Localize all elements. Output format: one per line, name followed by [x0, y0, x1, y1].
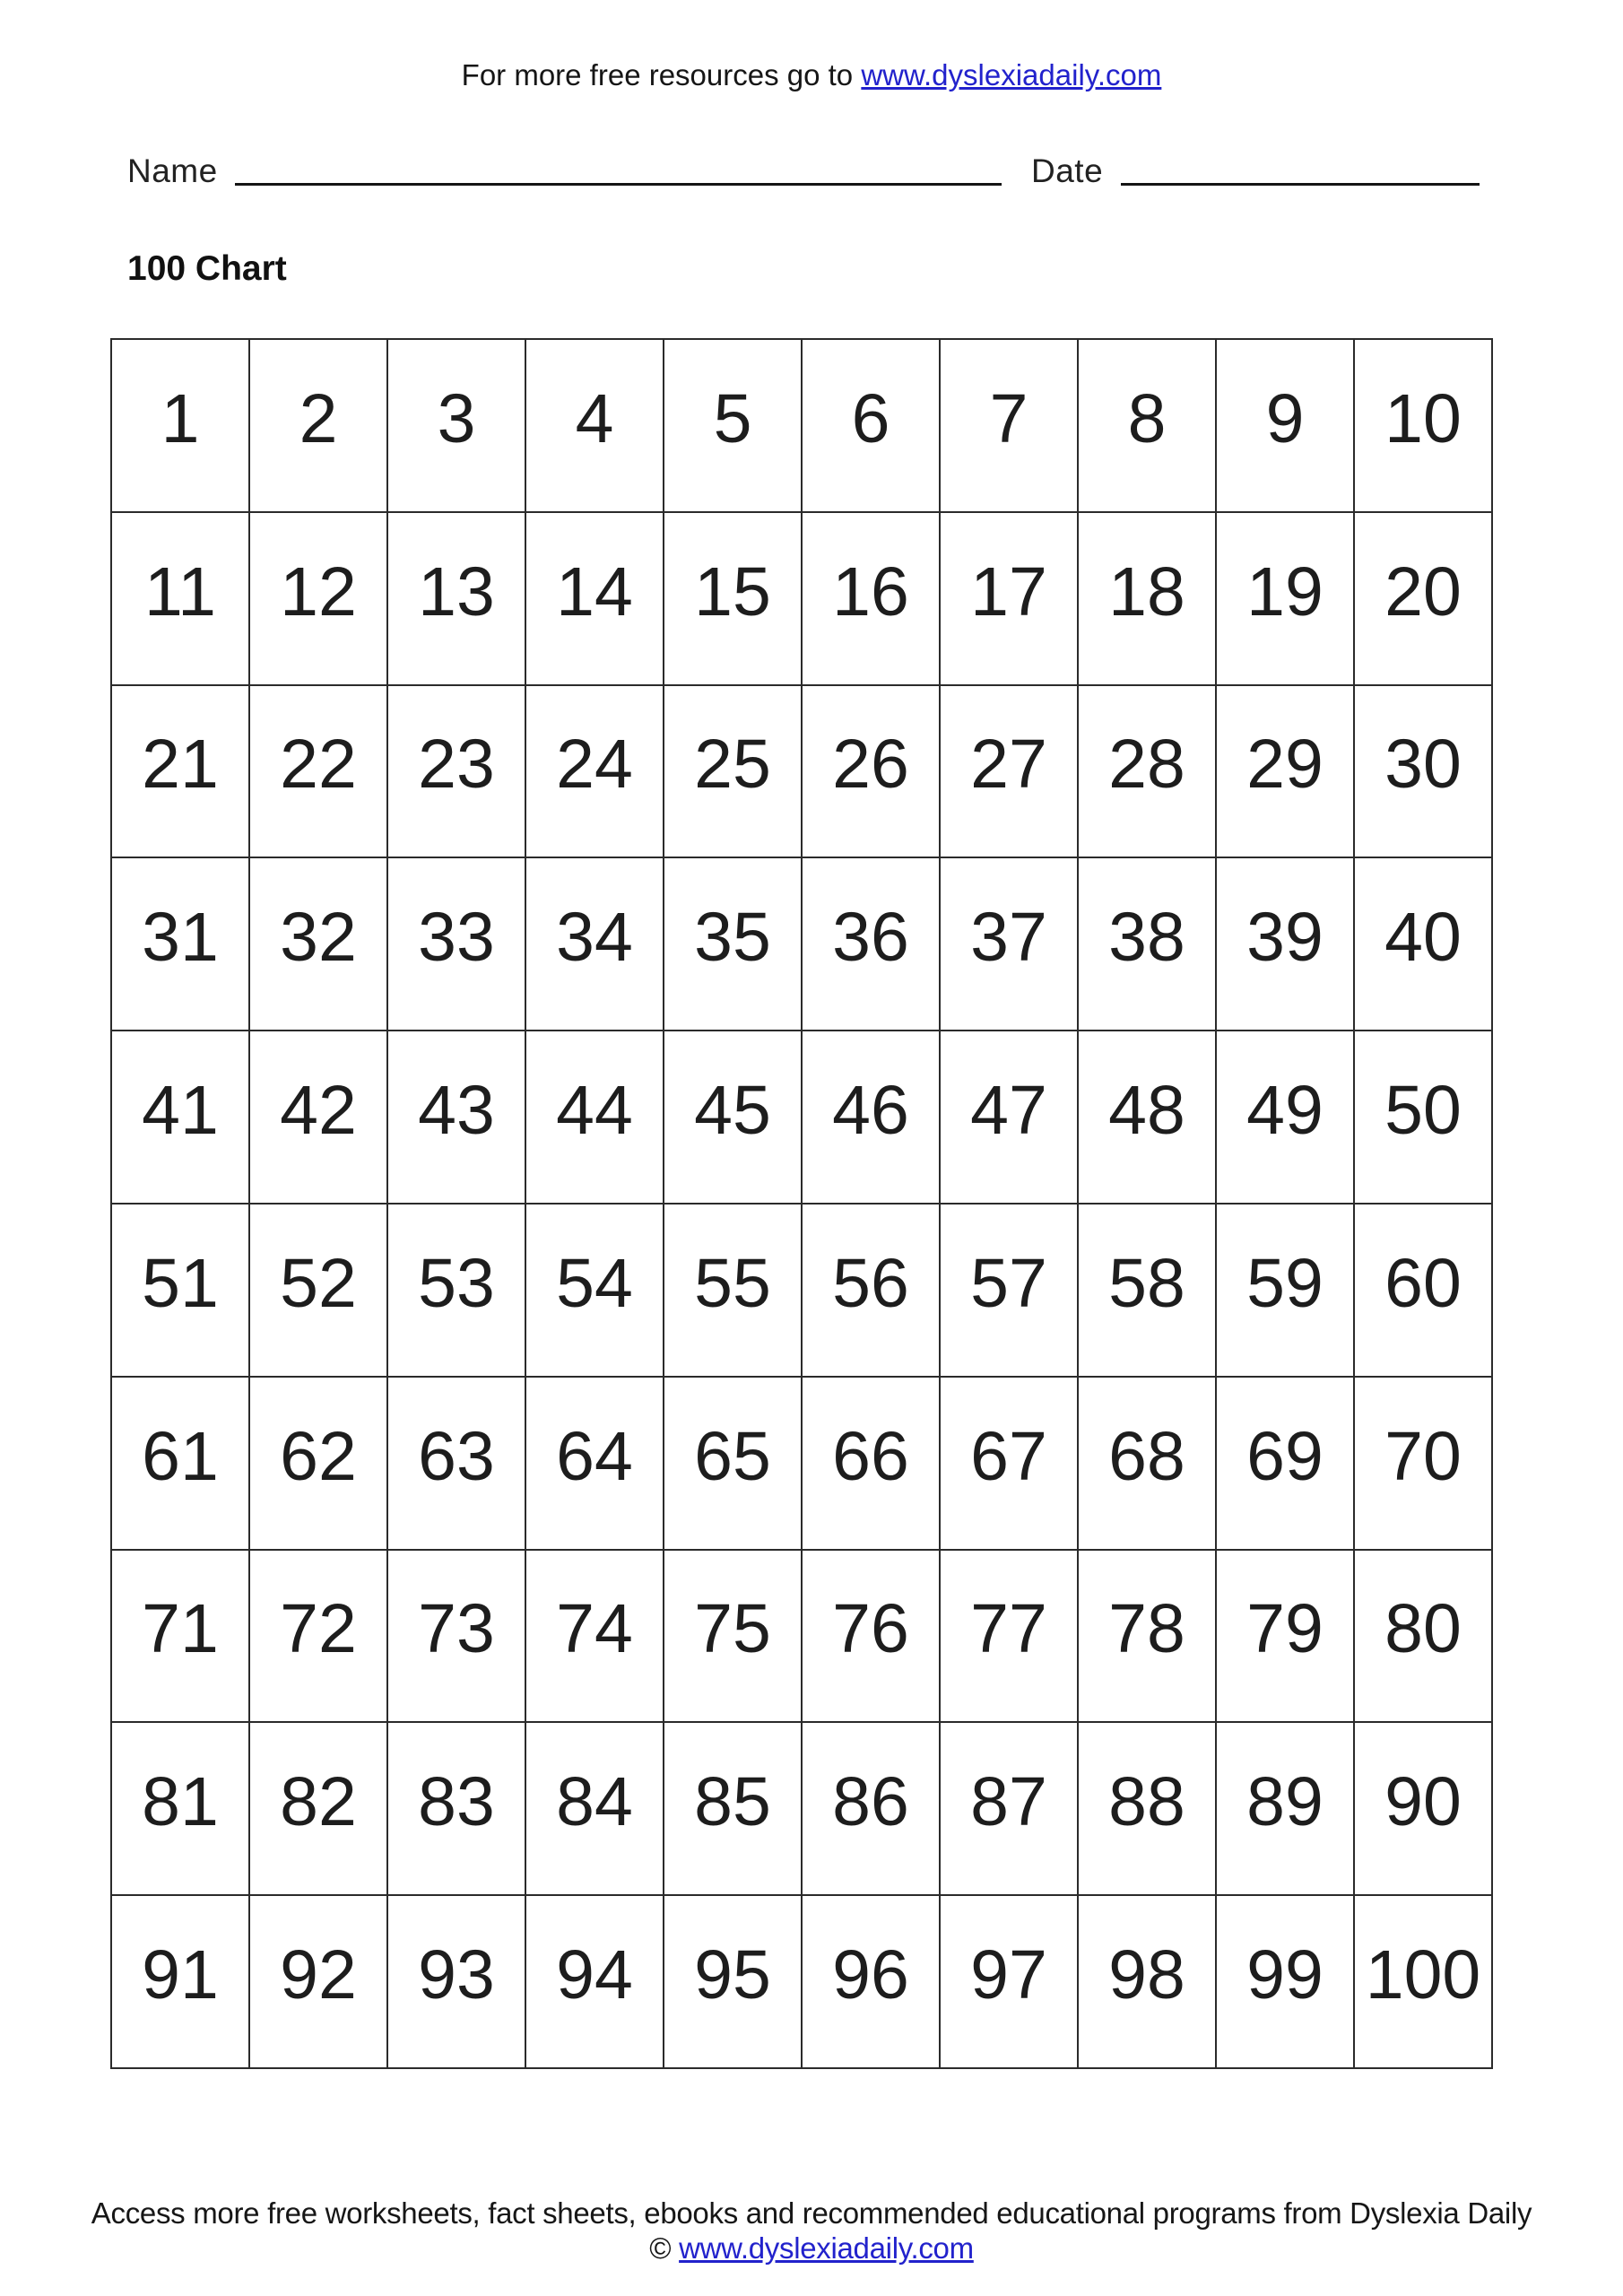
grid-cell-83: [387, 1722, 525, 1895]
cell-number: 79: [1246, 1590, 1324, 1668]
cell-number: 93: [418, 1936, 495, 2014]
cell-number: 42: [280, 1072, 357, 1150]
cell-number: 50: [1384, 1072, 1462, 1150]
grid-cell-23: [387, 685, 525, 858]
cell-number: 14: [556, 552, 633, 631]
cell-number: 3: [437, 379, 476, 457]
cell-number: 52: [280, 1244, 357, 1322]
grid-cell-2: [249, 339, 387, 512]
cell-number: 65: [694, 1417, 771, 1495]
cell-number: 99: [1246, 1936, 1324, 2014]
grid-cell-85: [664, 1722, 802, 1895]
cell-number: 40: [1384, 899, 1462, 977]
grid-cell-82: [249, 1722, 387, 1895]
grid-cell-7: [940, 339, 1078, 512]
cell-number: 82: [280, 1763, 357, 1841]
page-title: 100 Chart: [127, 249, 287, 288]
cell-number: 37: [970, 899, 1047, 977]
cell-number: 11: [144, 552, 216, 631]
cell-number: 45: [694, 1072, 771, 1150]
grid-cell-75: [664, 1550, 802, 1723]
grid-cell-84: [525, 1722, 664, 1895]
cell-number: 43: [418, 1072, 495, 1150]
grid-cell-6: [802, 339, 940, 512]
cell-number: 54: [556, 1244, 633, 1322]
cell-number: 26: [832, 726, 909, 804]
cell-number: 48: [1108, 1072, 1185, 1150]
cell-number: 62: [280, 1417, 357, 1495]
grid-cell-68: [1078, 1377, 1216, 1550]
grid-cell-61: [111, 1377, 249, 1550]
cell-number: 70: [1384, 1417, 1462, 1495]
grid-cell-3: [387, 339, 525, 512]
date-label: Date: [1031, 152, 1104, 189]
grid-row: [111, 685, 1492, 858]
cell-number: 66: [832, 1417, 909, 1495]
grid-cell-37: [940, 857, 1078, 1031]
grid-cell-47: [940, 1031, 1078, 1204]
grid-cell-18: [1078, 512, 1216, 685]
cell-number: 12: [280, 552, 357, 631]
cell-number: 94: [556, 1936, 633, 2014]
grid-cell-92: [249, 1895, 387, 2068]
grid-cell-70: [1354, 1377, 1492, 1550]
cell-number: 22: [280, 726, 357, 804]
grid-cell-15: [664, 512, 802, 685]
cell-number: 67: [970, 1417, 1047, 1495]
grid-cell-74: [525, 1550, 664, 1723]
cell-number: 56: [832, 1244, 909, 1322]
grid-cell-35: [664, 857, 802, 1031]
cell-number: 4: [575, 379, 614, 457]
grid-cell-58: [1078, 1204, 1216, 1377]
cell-number: 89: [1246, 1763, 1324, 1841]
grid-cell-50: [1354, 1031, 1492, 1204]
cell-number: 98: [1108, 1936, 1185, 2014]
grid-cell-14: [525, 512, 664, 685]
header-link[interactable]: www.dyslexiadaily.com: [861, 58, 1162, 91]
cell-number: 49: [1246, 1072, 1324, 1150]
grid-cell-30: [1354, 685, 1492, 858]
grid-cell-28: [1078, 685, 1216, 858]
grid-cell-51: [111, 1204, 249, 1377]
grid-cell-60: [1354, 1204, 1492, 1377]
cell-number: 77: [970, 1590, 1047, 1668]
grid-cell-45: [664, 1031, 802, 1204]
grid-cell-46: [802, 1031, 940, 1204]
grid-cell-55: [664, 1204, 802, 1377]
cell-number: 61: [142, 1417, 219, 1495]
cell-number: 21: [142, 726, 219, 804]
cell-number: 24: [556, 726, 633, 804]
cell-number: 20: [1384, 552, 1462, 631]
footer-line2: [0, 2231, 1623, 2266]
grid-cell-12: [249, 512, 387, 685]
hundred-chart-grid: [110, 338, 1493, 2069]
grid-cell-43: [387, 1031, 525, 1204]
grid-cell-48: [1078, 1031, 1216, 1204]
grid-cell-66: [802, 1377, 940, 1550]
cell-number: 71: [142, 1590, 219, 1668]
grid-cell-22: [249, 685, 387, 858]
cell-number: 60: [1384, 1244, 1462, 1322]
cell-number: 58: [1108, 1244, 1185, 1322]
cell-number: 57: [970, 1244, 1047, 1322]
cell-number: 10: [1384, 379, 1462, 457]
cell-number: 51: [142, 1244, 219, 1322]
grid-cell-32: [249, 857, 387, 1031]
cell-number: 88: [1108, 1763, 1185, 1841]
grid-cell-29: [1216, 685, 1354, 858]
grid-cell-24: [525, 685, 664, 858]
cell-number: 19: [1246, 552, 1324, 631]
cell-number: 96: [832, 1936, 909, 2014]
cell-number: 23: [418, 726, 495, 804]
grid-cell-78: [1078, 1550, 1216, 1723]
grid-cell-97: [940, 1895, 1078, 2068]
grid-cell-62: [249, 1377, 387, 1550]
cell-number: 46: [832, 1072, 909, 1150]
cell-number: 34: [556, 899, 633, 977]
cell-number: 76: [832, 1590, 909, 1668]
grid-cell-41: [111, 1031, 249, 1204]
grid-cell-38: [1078, 857, 1216, 1031]
cell-number: 2: [299, 379, 338, 457]
grid-cell-76: [802, 1550, 940, 1723]
grid-cell-73: [387, 1550, 525, 1723]
cell-number: 92: [280, 1936, 357, 2014]
name-label: Name: [127, 152, 218, 189]
grid-cell-4: [525, 339, 664, 512]
grid-row: [111, 1377, 1492, 1550]
cell-number: 28: [1108, 726, 1185, 804]
grid-cell-87: [940, 1722, 1078, 1895]
copyright-symbol: ©: [649, 2231, 680, 2265]
cell-number: 36: [832, 899, 909, 977]
cell-number: 97: [970, 1936, 1047, 2014]
grid-cell-36: [802, 857, 940, 1031]
grid-row: [111, 1204, 1492, 1377]
grid-cell-90: [1354, 1722, 1492, 1895]
grid-row: [111, 339, 1492, 512]
cell-number: 16: [832, 552, 909, 631]
cell-number: 91: [142, 1936, 219, 2014]
grid-cell-67: [940, 1377, 1078, 1550]
cell-number: 55: [694, 1244, 771, 1322]
grid-cell-33: [387, 857, 525, 1031]
cell-number: 9: [1265, 379, 1305, 457]
header-text: For more free resources go to: [461, 58, 862, 91]
cell-number: 86: [832, 1763, 909, 1841]
grid-cell-79: [1216, 1550, 1354, 1723]
cell-number: 74: [556, 1590, 633, 1668]
grid-cell-96: [802, 1895, 940, 2068]
cell-number: 5: [713, 379, 752, 457]
grid-cell-56: [802, 1204, 940, 1377]
cell-number: 15: [694, 552, 771, 631]
grid-cell-16: [802, 512, 940, 685]
cell-number: 53: [418, 1244, 495, 1322]
grid-cell-44: [525, 1031, 664, 1204]
cell-number: 29: [1246, 726, 1324, 804]
grid-cell-81: [111, 1722, 249, 1895]
grid-cell-20: [1354, 512, 1492, 685]
cell-number: 7: [989, 379, 1028, 457]
cell-number: 87: [970, 1763, 1047, 1841]
grid-cell-27: [940, 685, 1078, 858]
grid-cell-26: [802, 685, 940, 858]
grid-cell-65: [664, 1377, 802, 1550]
grid-cell-21: [111, 685, 249, 858]
cell-number: 59: [1246, 1244, 1324, 1322]
cell-number: 84: [556, 1763, 633, 1841]
cell-number: 78: [1108, 1590, 1185, 1668]
footer: [0, 2196, 1623, 2266]
grid-cell-98: [1078, 1895, 1216, 2068]
cell-number: 27: [970, 726, 1047, 804]
grid-cell-8: [1078, 339, 1216, 512]
grid-cell-1: [111, 339, 249, 512]
grid-cell-86: [802, 1722, 940, 1895]
grid-cell-91: [111, 1895, 249, 2068]
cell-number: 95: [694, 1936, 771, 2014]
grid-row: [111, 1895, 1492, 2068]
cell-number: 41: [142, 1072, 219, 1150]
grid-cell-77: [940, 1550, 1078, 1723]
footer-link[interactable]: www.dyslexiadaily.com: [679, 2231, 974, 2265]
grid-cell-9: [1216, 339, 1354, 512]
cell-number: 32: [280, 899, 357, 977]
cell-number: 1: [161, 379, 200, 457]
grid-cell-71: [111, 1550, 249, 1723]
grid-cell-5: [664, 339, 802, 512]
grid-cell-52: [249, 1204, 387, 1377]
cell-number: 75: [694, 1590, 771, 1668]
grid-cell-25: [664, 685, 802, 858]
grid-row: [111, 1031, 1492, 1204]
grid-row: [111, 512, 1492, 685]
grid-cell-89: [1216, 1722, 1354, 1895]
grid-cell-64: [525, 1377, 664, 1550]
cell-number: 33: [418, 899, 495, 977]
grid-cell-42: [249, 1031, 387, 1204]
cell-number: 8: [1127, 379, 1167, 457]
cell-number: 85: [694, 1763, 771, 1841]
cell-number: 31: [142, 899, 219, 977]
grid-cell-53: [387, 1204, 525, 1377]
name-blank-line: [235, 183, 1002, 186]
grid-cell-57: [940, 1204, 1078, 1377]
grid-cell-54: [525, 1204, 664, 1377]
header-note: [0, 57, 1623, 93]
grid-cell-13: [387, 512, 525, 685]
cell-number: 17: [970, 552, 1047, 631]
grid-cell-17: [940, 512, 1078, 685]
cell-number: 68: [1108, 1417, 1185, 1495]
grid-cell-80: [1354, 1550, 1492, 1723]
grid-row: [111, 1550, 1492, 1723]
grid-cell-11: [111, 512, 249, 685]
grid-cell-99: [1216, 1895, 1354, 2068]
cell-number: 73: [418, 1590, 495, 1668]
cell-number: 100: [1365, 1936, 1481, 2014]
cell-number: 30: [1384, 726, 1462, 804]
cell-number: 25: [694, 726, 771, 804]
grid-cell-93: [387, 1895, 525, 2068]
grid-cell-31: [111, 857, 249, 1031]
cell-number: 90: [1384, 1763, 1462, 1841]
cell-number: 69: [1246, 1417, 1324, 1495]
cell-number: 80: [1384, 1590, 1462, 1668]
grid-cell-40: [1354, 857, 1492, 1031]
cell-number: 35: [694, 899, 771, 977]
grid-cell-95: [664, 1895, 802, 2068]
cell-number: 18: [1108, 552, 1185, 631]
cell-number: 83: [418, 1763, 495, 1841]
grid-cell-100: [1354, 1895, 1492, 2068]
date-blank-line: [1121, 183, 1480, 186]
grid-cell-59: [1216, 1204, 1354, 1377]
cell-number: 44: [556, 1072, 633, 1150]
cell-number: 39: [1246, 899, 1324, 977]
cell-number: 47: [970, 1072, 1047, 1150]
cell-number: 81: [142, 1763, 219, 1841]
grid-cell-72: [249, 1550, 387, 1723]
grid-cell-63: [387, 1377, 525, 1550]
cell-number: 63: [418, 1417, 495, 1495]
cell-number: 6: [851, 379, 890, 457]
grid-cell-69: [1216, 1377, 1354, 1550]
footer-line1: Access more free worksheets, fact sheets, ebooks and recommended educational programs from Dyslexia Daily: [91, 2196, 1532, 2230]
grid-cell-39: [1216, 857, 1354, 1031]
grid-cell-19: [1216, 512, 1354, 685]
grid-cell-10: [1354, 339, 1492, 512]
grid-cell-94: [525, 1895, 664, 2068]
cell-number: 64: [556, 1417, 633, 1495]
cell-number: 13: [418, 552, 495, 631]
grid-cell-34: [525, 857, 664, 1031]
cell-number: 38: [1108, 899, 1185, 977]
grid-cell-88: [1078, 1722, 1216, 1895]
grid-cell-49: [1216, 1031, 1354, 1204]
grid-row: [111, 857, 1492, 1031]
cell-number: 72: [280, 1590, 357, 1668]
grid-row: [111, 1722, 1492, 1895]
